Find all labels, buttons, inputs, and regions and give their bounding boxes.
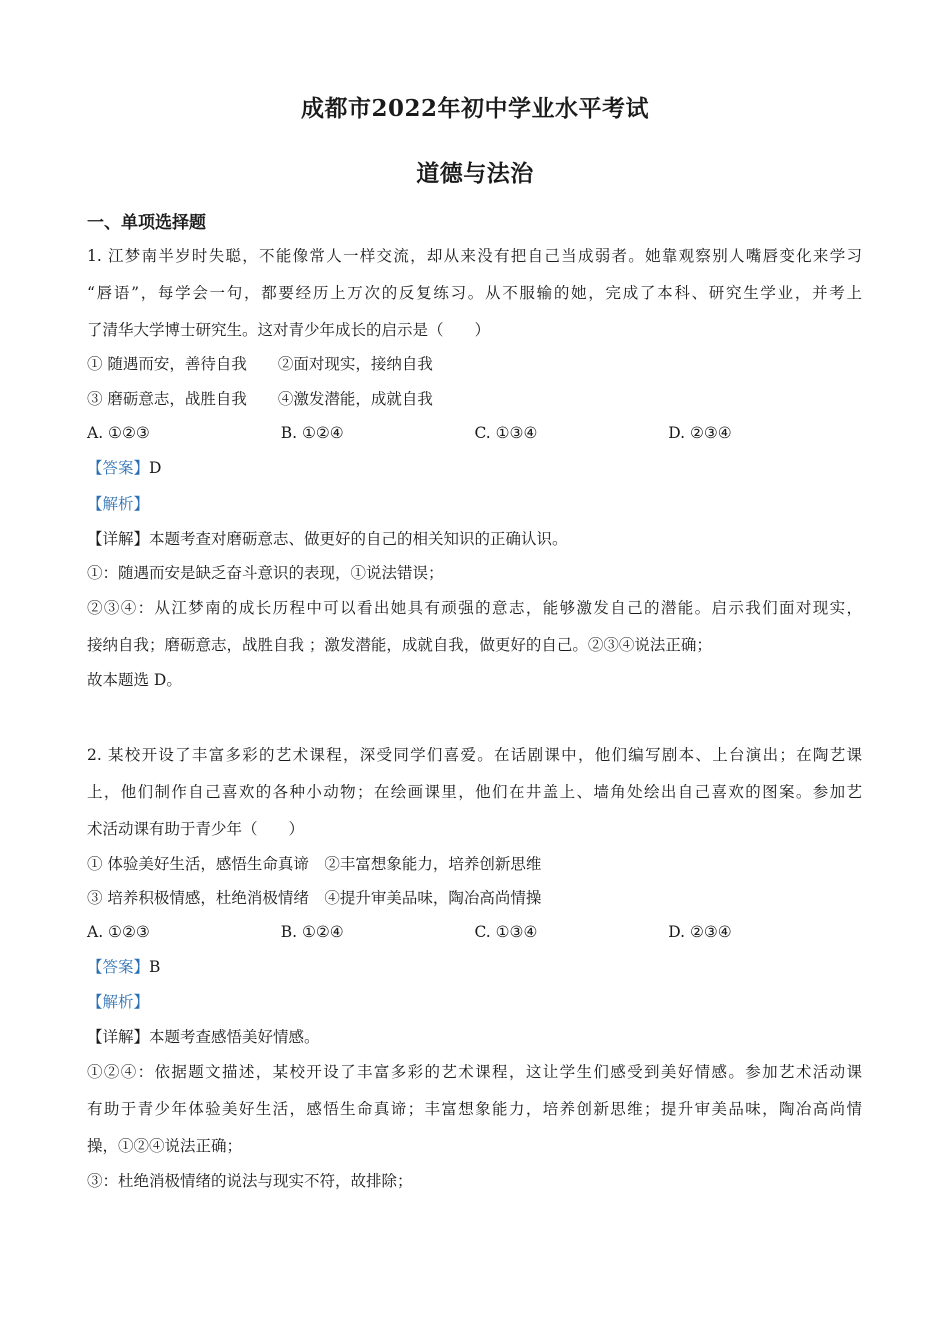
q1-stem-line: “唇语”，每学会一句，都要经历上万次的反复练习。从不服输的她，完成了本科、研究生学业，并考上 (87, 284, 862, 302)
q1-statement: ③ 磨砺意志，战胜自我 ④激发潜能，成就自我 (87, 390, 433, 408)
q2-option-b: B. ①②④ (280, 923, 344, 941)
q2-detail-line: 【详解】本题考查感悟美好情感。 (87, 1028, 320, 1046)
q1-detail-line: ②③④：从江梦南的成长历程中可以看出她具有顽强的意志，能够激发自己的潜能。启示我们面对现实， (87, 599, 862, 617)
q1-statement: ① 随遇而安，善待自我 ②面对现实，接纳自我 (87, 355, 433, 373)
q2-option-c: C. ①③④ (474, 923, 538, 941)
q2-stem-line: 2. 某校开设了丰富多彩的艺术课程，深受同学们喜爱。在话剧课中，他们编写剧本、上台演出；在陶艺课 (87, 746, 862, 764)
q1-option-b: B. ①②④ (280, 424, 344, 442)
q1-detail-line: ①：随遇而安是缺乏奋斗意识的表现，①说法错误； (87, 564, 444, 582)
answer-label: 【答案】 (87, 459, 150, 477)
page-title: 成都市2022年初中学业水平考试 (300, 95, 649, 122)
q2-detail-line: ③：杜绝消极情绪的说法与现实不符，故排除； (87, 1172, 413, 1190)
q2-answer (87, 956, 862, 978)
q1-detail-line: 【详解】本题考查对磨砺意志、做更好的自己的相关知识的正确认识。 (87, 530, 568, 548)
q1-option-c: C. ①③④ (474, 424, 538, 442)
q1-options (87, 422, 862, 444)
q2-detail-line: ①②④：依据题文描述，某校开设了丰富多彩的艺术课程，这让学生们感受到美好情感。参加艺术活动课 (87, 1063, 862, 1081)
q2-option-a: A. ①②③ (87, 923, 150, 941)
q1-option-d: D. ②③④ (668, 424, 732, 442)
answer-value: D (149, 459, 162, 477)
q2-options (87, 921, 862, 943)
section-heading: 一、单项选择题 (87, 213, 206, 233)
page-subtitle: 道德与法治 (416, 160, 534, 187)
q1-detail-line: 故本题选 D。 (87, 671, 182, 689)
answer-label: 【答案】 (87, 958, 150, 976)
q1-stem-line: 1. 江梦南半岁时失聪，不能像常人一样交流，却从来没有把自己当成弱者。她靠观察别人嘴唇变化来学习 (87, 247, 862, 265)
q2-stem-line: 上，他们制作自己喜欢的各种小动物；在绘画课里，他们在井盖上、墙角处绘出自己喜欢的图案。参加艺 (87, 783, 862, 801)
q2-analysis-label: 【解析】 (87, 993, 150, 1011)
q1-answer (87, 457, 862, 479)
q2-statement: ③ 培养积极情感，杜绝消极情绪 ④提升审美品味，陶冶高尚情操 (87, 889, 542, 907)
q1-analysis-label: 【解析】 (87, 495, 150, 513)
q2-detail-line: 操，①②④说法正确； (87, 1137, 243, 1155)
answer-value: B (149, 958, 161, 976)
q2-detail-line: 有助于青少年体验美好生活，感悟生命真谛；丰富想象能力，培养创新思维；提升审美品味，陶冶高尚情 (87, 1100, 862, 1118)
q2-stem-line: 术活动课有助于青少年（ ） (87, 820, 305, 838)
q1-stem-line: 了清华大学博士研究生。这对青少年成长的启示是（ ） (87, 321, 491, 339)
q2-option-d: D. ②③④ (668, 923, 732, 941)
q1-detail-line: 接纳自我；磨砺意志，战胜自我 ；激发潜能，成就自我，做更好的自己。②③④说法正确； (87, 636, 712, 654)
q2-statement: ① 体验美好生活，感悟生命真谛 ②丰富想象能力，培养创新思维 (87, 855, 542, 873)
q1-option-a: A. ①②③ (87, 424, 150, 442)
